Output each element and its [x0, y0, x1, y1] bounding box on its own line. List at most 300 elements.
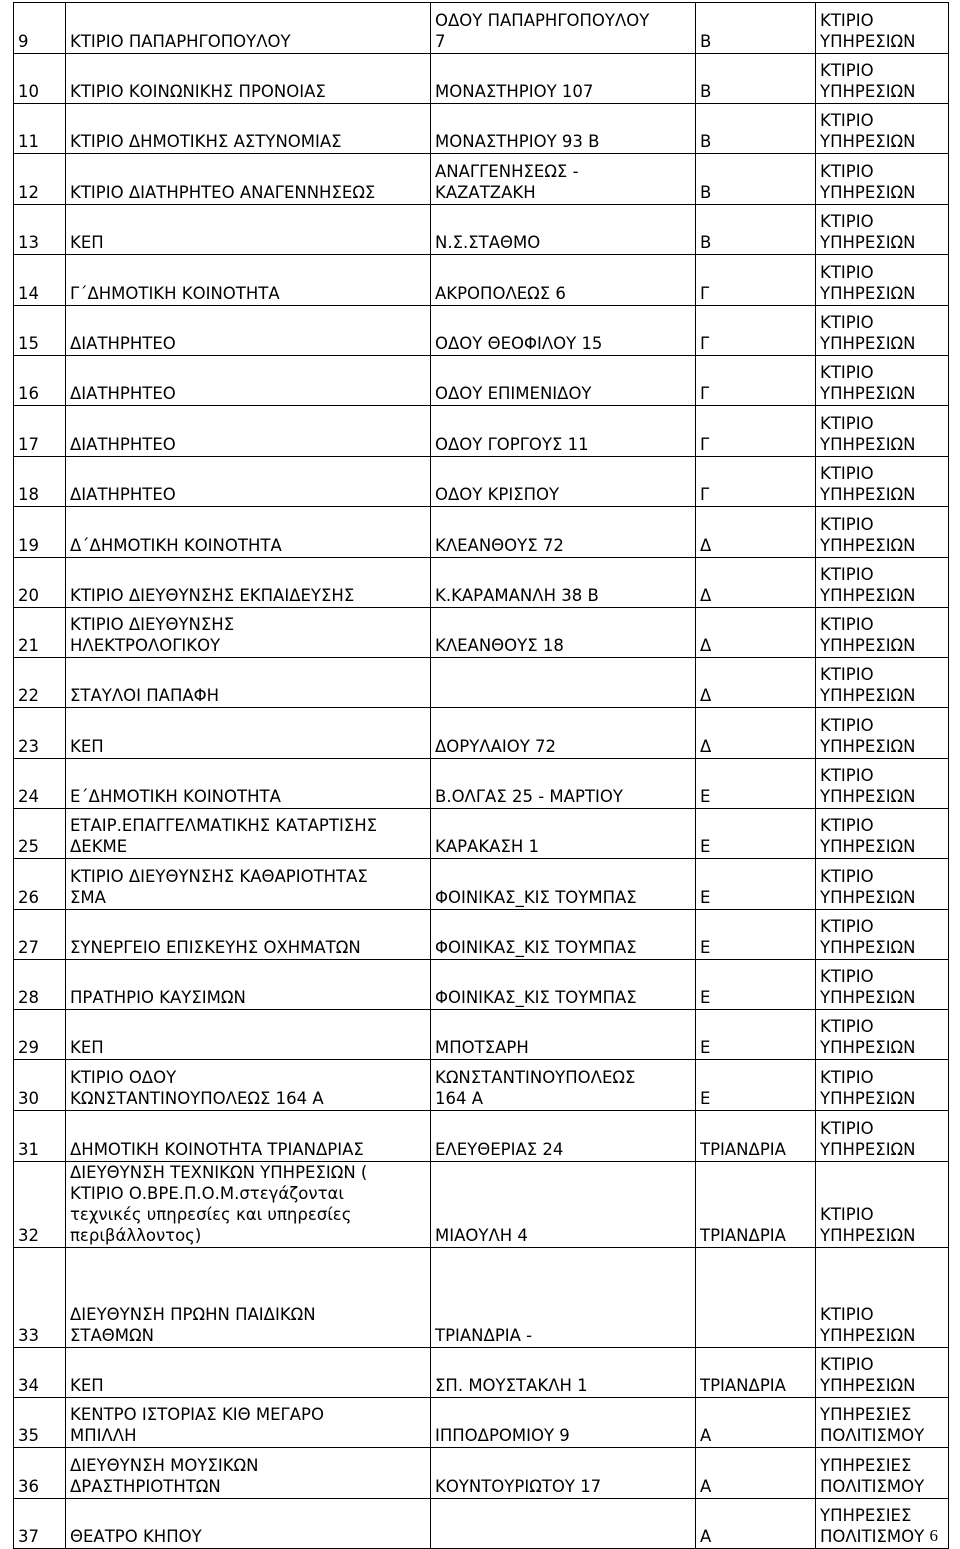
row-number: 29 [14, 1010, 66, 1060]
building-address [431, 1248, 696, 1348]
building-category-line: ΥΠΗΡΕΣΙΩΝ [820, 284, 916, 303]
building-address [431, 104, 696, 154]
building-category-line: ΠΟΛΙΤΙΣΜΟΥ [820, 1527, 925, 1546]
table-row [14, 608, 949, 658]
row-number: 30 [14, 1060, 66, 1111]
building-address-line: ΤΡΙΑΝΔΡΙΑ - [435, 1326, 533, 1345]
building-category-line: ΥΠΗΡΕΣΙΩΝ [820, 183, 916, 202]
table-body [14, 3, 949, 1549]
building-name-line: ΔΙΕΥΘΥΝΣΗ ΤΕΧΝΙΚΩΝ ΥΠΗΡΕΣΙΩΝ ( [70, 1163, 368, 1182]
building-address [431, 1111, 696, 1162]
building-category-line: ΥΠΗΡΕΣΙΩΝ [820, 686, 916, 705]
row-number: 26 [14, 859, 66, 910]
zone: Ε [696, 759, 816, 809]
zone: Α [696, 1398, 816, 1448]
building-category-line: ΥΠΗΡΕΣΙΕΣ [820, 1456, 912, 1475]
row-number: 32 [14, 1162, 66, 1248]
building-name-line: ΗΛΕΚΤΡΟΛΟΓΙΚΟΥ [70, 636, 221, 655]
row-number: 37 [14, 1499, 66, 1549]
building-address [431, 255, 696, 306]
zone: Γ [696, 406, 816, 457]
building-address [431, 859, 696, 910]
building-address [431, 356, 696, 406]
building-address [431, 809, 696, 859]
table-row [14, 1248, 949, 1348]
building-name-line: ΚΤΙΡΙΟ ΠΑΠΑΡΗΓΟΠΟΥΛΟΥ [70, 32, 291, 51]
building-name [66, 255, 431, 306]
building-name-line: ΣΤΑΥΛΟΙ ΠΑΠΑΦΗ [70, 686, 220, 705]
building-name-line: ΣΤΑΘΜΩΝ [70, 1326, 154, 1345]
table-row [14, 910, 949, 960]
building-address [431, 154, 696, 205]
building-address-line: ΚΑΡΑΚΑΣΗ 1 [435, 837, 540, 856]
row-number: 9 [14, 3, 66, 54]
building-category [816, 1111, 949, 1162]
building-address [431, 3, 696, 54]
building-category-line: ΥΠΗΡΕΣΙΩΝ [820, 233, 916, 252]
row-number: 14 [14, 255, 66, 306]
building-category-line: ΥΠΗΡΕΣΙΕΣ [820, 1506, 912, 1525]
table-row [14, 1010, 949, 1060]
building-address-line: ΜΙΑΟΥΛΗ 4 [435, 1226, 528, 1245]
building-category-line: ΚΤΙΡΙΟ [820, 1205, 874, 1224]
building-category-line: ΥΠΗΡΕΣΙΩΝ [820, 1326, 916, 1345]
building-address-line: ΔΟΡΥΛΑΙΟΥ 72 [435, 737, 557, 756]
zone: Ε [696, 859, 816, 910]
building-category [816, 356, 949, 406]
building-category-line: ΥΠΗΡΕΣΙΩΝ [820, 32, 916, 51]
building-category-line: ΚΤΙΡΙΟ [820, 615, 874, 634]
row-number: 35 [14, 1398, 66, 1448]
building-category-line: ΥΠΗΡΕΣΙΩΝ [820, 938, 916, 957]
building-address-line: ΟΔΟΥ ΕΠΙΜΕΝΙΔΟΥ [435, 384, 592, 403]
building-address-line: ΑΚΡΟΠΟΛΕΩΣ 6 [435, 284, 566, 303]
building-category-line: ΚΤΙΡΙΟ [820, 1305, 874, 1324]
building-category-line: ΚΤΙΡΙΟ [820, 967, 874, 986]
building-category-line: ΥΠΗΡΕΣΙΩΝ [820, 82, 916, 101]
zone: Ε [696, 809, 816, 859]
building-address [431, 1162, 696, 1248]
building-name [66, 1060, 431, 1111]
zone: Ε [696, 1060, 816, 1111]
building-address-line: ΚΩΝΣΤΑΝΤΙΝΟΥΠΟΛΕΩΣ [435, 1068, 636, 1087]
building-category [816, 205, 949, 255]
building-address-line: Κ.ΚΑΡΑΜΑΝΛΗ 38 Β [435, 586, 599, 605]
building-address-line: ΚΟΥΝΤΟΥΡΙΩΤΟΥ 17 [435, 1477, 602, 1496]
zone: Β [696, 3, 816, 54]
building-name [66, 1162, 431, 1248]
building-category-line: ΥΠΗΡΕΣΙΩΝ [820, 787, 916, 806]
building-address-line: ΚΛΕΑΝΘΟΥΣ 72 [435, 536, 564, 555]
building-name [66, 1499, 431, 1549]
building-address-line: ΜΟΝΑΣΤΗΡΙΟΥ 107 [435, 82, 594, 101]
building-address-line: 164 Α [435, 1089, 484, 1108]
building-address [431, 708, 696, 759]
building-category-line: ΥΠΗΡΕΣΙΩΝ [820, 636, 916, 655]
building-address-line: ΟΔΟΥ ΘΕΟΦΙΛΟΥ 15 [435, 334, 603, 353]
zone: Β [696, 154, 816, 205]
building-category [816, 658, 949, 708]
building-category-line: ΚΤΙΡΙΟ [820, 414, 874, 433]
row-number: 34 [14, 1348, 66, 1398]
row-number: 12 [14, 154, 66, 205]
building-address-line: ΙΠΠΟΔΡΟΜΙΟΥ 9 [435, 1426, 570, 1445]
building-category [816, 255, 949, 306]
building-address [431, 1060, 696, 1111]
row-number: 17 [14, 406, 66, 457]
building-name-line: Ε΄ΔΗΜΟΤΙΚΗ ΚΟΙΝΟΤΗΤΑ [70, 787, 281, 806]
building-address [431, 608, 696, 658]
building-address-line: ΣΠ. ΜΟΥΣΤΑΚΛΗ 1 [435, 1376, 588, 1395]
building-name [66, 859, 431, 910]
building-name-line: ΚΕΠ [70, 233, 104, 252]
building-address-line: Β.ΟΛΓΑΣ 25 - ΜΑΡΤΙΟΥ [435, 787, 623, 806]
row-number: 15 [14, 306, 66, 356]
table-row [14, 1398, 949, 1448]
building-category-line: ΥΠΗΡΕΣΙΩΝ [820, 586, 916, 605]
row-number: 23 [14, 708, 66, 759]
building-name [66, 507, 431, 558]
building-category-line: ΚΤΙΡΙΟ [820, 363, 874, 382]
table-row [14, 205, 949, 255]
building-category [816, 608, 949, 658]
building-category [816, 104, 949, 154]
building-category [816, 457, 949, 507]
building-category [816, 960, 949, 1010]
building-name-line: ΚΤΙΡΙΟ ΟΔΟΥ [70, 1068, 177, 1087]
building-category [816, 558, 949, 608]
building-category-line: ΠΟΛΙΤΙΣΜΟΥ [820, 1426, 925, 1445]
building-category-line: ΚΤΙΡΙΟ [820, 867, 874, 886]
table-row [14, 658, 949, 708]
building-category-line: ΚΤΙΡΙΟ [820, 1119, 874, 1138]
building-address [431, 1398, 696, 1448]
row-number: 21 [14, 608, 66, 658]
row-number: 31 [14, 1111, 66, 1162]
building-category [816, 1060, 949, 1111]
row-number: 18 [14, 457, 66, 507]
building-name [66, 759, 431, 809]
building-category-line: ΥΠΗΡΕΣΙΩΝ [820, 536, 916, 555]
table-row [14, 558, 949, 608]
table-row [14, 960, 949, 1010]
building-name-line: ΚΩΝΣΤΑΝΤΙΝΟΥΠΟΛΕΩΣ 164 Α [70, 1089, 324, 1108]
row-number: 28 [14, 960, 66, 1010]
building-address [431, 457, 696, 507]
table-row [14, 1111, 949, 1162]
buildings-table [13, 2, 949, 1549]
building-category-line: ΚΤΙΡΙΟ [820, 665, 874, 684]
table-row [14, 54, 949, 104]
building-name-line: ΚΤΙΡΙΟ ΔΗΜΟΤΙΚΗΣ ΑΣΤΥΝΟΜΙΑΣ [70, 132, 342, 151]
building-category [816, 1010, 949, 1060]
zone: Δ [696, 658, 816, 708]
building-name-line: ΚΕΠ [70, 1038, 104, 1057]
building-address-line: ΜΟΝΑΣΤΗΡΙΟΥ 93 Β [435, 132, 600, 151]
building-category [816, 859, 949, 910]
building-address [431, 1348, 696, 1398]
building-name-line: ΚΤΙΡΙΟ ΔΙΑΤΗΡΗΤΕΟ ΑΝΑΓΕΝΝΗΣΕΩΣ [70, 183, 376, 202]
building-name-line: ΚΤΙΡΙΟ Ο.ΒΡΕ.Π.Ο.Μ.στεγάζονται [70, 1184, 344, 1203]
building-name [66, 457, 431, 507]
building-name [66, 910, 431, 960]
zone [696, 1248, 816, 1348]
building-category-line: ΥΠΗΡΕΣΙΩΝ [820, 837, 916, 856]
building-category-line: ΥΠΗΡΕΣΙΩΝ [820, 1376, 916, 1395]
building-address [431, 960, 696, 1010]
building-name [66, 809, 431, 859]
building-name-line: ΘΕΑΤΡΟ ΚΗΠΟΥ [70, 1527, 202, 1546]
building-address-line: ΚΛΕΑΝΘΟΥΣ 18 [435, 636, 564, 655]
row-number: 25 [14, 809, 66, 859]
zone: Δ [696, 507, 816, 558]
building-category-line: ΚΤΙΡΙΟ [820, 515, 874, 534]
building-name [66, 54, 431, 104]
page-number: 6 [929, 1526, 938, 1545]
zone: Δ [696, 708, 816, 759]
zone: Α [696, 1499, 816, 1549]
building-name [66, 3, 431, 54]
building-category-line: ΚΤΙΡΙΟ [820, 816, 874, 835]
building-category-line: ΚΤΙΡΙΟ [820, 111, 874, 130]
building-address [431, 1010, 696, 1060]
building-address [431, 910, 696, 960]
building-category-line: ΥΠΗΡΕΣΙΩΝ [820, 334, 916, 353]
building-address-line: Ν.Σ.ΣΤΑΘΜΟ [435, 233, 541, 252]
building-name [66, 1248, 431, 1348]
building-category-line: ΚΤΙΡΙΟ [820, 1068, 874, 1087]
building-address [431, 759, 696, 809]
building-category-line: ΥΠΗΡΕΣΙΩΝ [820, 485, 916, 504]
table-row [14, 809, 949, 859]
table-row [14, 1060, 949, 1111]
zone: ΤΡΙΑΝΔΡΙΑ [696, 1348, 816, 1398]
building-category-line: ΚΤΙΡΙΟ [820, 11, 874, 30]
row-number: 10 [14, 54, 66, 104]
zone: Δ [696, 608, 816, 658]
building-category-line: ΥΠΗΡΕΣΙΩΝ [820, 988, 916, 1007]
building-address [431, 306, 696, 356]
table-row [14, 104, 949, 154]
building-name [66, 306, 431, 356]
building-address-line: ΜΠΟΤΣΑΡΗ [435, 1038, 529, 1057]
building-address-line: ΟΔΟΥ ΠΑΠΑΡΗΓΟΠΟΥΛΟΥ [435, 11, 650, 30]
building-name-line: ΔΙΑΤΗΡΗΤΕΟ [70, 435, 176, 454]
zone: Γ [696, 457, 816, 507]
building-name-line: τεχνικές υπηρεσίες και υπηρεσίες [70, 1205, 352, 1224]
building-category-line: ΥΠΗΡΕΣΙΩΝ [820, 384, 916, 403]
building-category-line: ΥΠΗΡΕΣΙΩΝ [820, 1140, 916, 1159]
building-name [66, 1348, 431, 1398]
building-name [66, 205, 431, 255]
building-name [66, 1010, 431, 1060]
building-name-line: ΚΕΠ [70, 1376, 104, 1395]
table-row [14, 1448, 949, 1499]
building-name-line: ΔΡΑΣΤΗΡΙΟΤΗΤΩΝ [70, 1477, 221, 1496]
building-category [816, 1398, 949, 1448]
table-row [14, 708, 949, 759]
zone: Β [696, 54, 816, 104]
building-address [431, 658, 696, 708]
building-name [66, 104, 431, 154]
building-category-line: ΚΤΙΡΙΟ [820, 1017, 874, 1036]
building-category-line: ΚΤΙΡΙΟ [820, 263, 874, 282]
building-category [816, 406, 949, 457]
building-name-line: ΕΤΑΙΡ.ΕΠΑΓΓΕΛΜΑΤΙΚΗΣ ΚΑΤΑΡΤΙΣΗΣ [70, 816, 378, 835]
building-category-line: ΥΠΗΡΕΣΙΩΝ [820, 435, 916, 454]
zone: Ε [696, 960, 816, 1010]
building-address-line: ΦΟΙΝΙΚΑΣ_ΚΙΣ ΤΟΥΜΠΑΣ [435, 988, 637, 1007]
table-row [14, 859, 949, 910]
building-name [66, 608, 431, 658]
building-name-line: ΔΙΕΥΘΥΝΣΗ ΠΡΩΗΝ ΠΑΙΔΙΚΩΝ [70, 1305, 316, 1324]
zone: Ε [696, 910, 816, 960]
building-address [431, 558, 696, 608]
building-category [816, 154, 949, 205]
building-name-line: ΚΤΙΡΙΟ ΔΙΕΥΘΥΝΣΗΣ ΕΚΠΑΙΔΕΥΣΗΣ [70, 586, 355, 605]
building-name-line: ΣΜΑ [70, 888, 106, 907]
table-row [14, 1348, 949, 1398]
table-row [14, 406, 949, 457]
row-number: 20 [14, 558, 66, 608]
building-category [816, 1162, 949, 1248]
building-address [431, 205, 696, 255]
building-name-line: ΔΙΕΥΘΥΝΣΗ ΜΟΥΣΙΚΩΝ [70, 1456, 259, 1475]
building-category-line: ΚΤΙΡΙΟ [820, 61, 874, 80]
building-name [66, 1398, 431, 1448]
building-category [816, 306, 949, 356]
building-name-line: ΚΤΙΡΙΟ ΚΟΙΝΩΝΙΚΗΣ ΠΡΟΝΟΙΑΣ [70, 82, 326, 101]
building-category-line: ΥΠΗΡΕΣΙΕΣ [820, 1405, 912, 1424]
building-name-line: Γ΄ΔΗΜΟΤΙΚΗ ΚΟΙΝΟΤΗΤΑ [70, 284, 280, 303]
building-address-line: 7 [435, 32, 446, 51]
building-name-line: ΣΥΝΕΡΓΕΙΟ ΕΠΙΣΚΕΥΗΣ ΟΧΗΜΑΤΩΝ [70, 938, 361, 957]
zone: Β [696, 205, 816, 255]
building-address-line: ΑΝΑΓΓΕΝΗΣΕΩΣ - [435, 162, 579, 181]
building-category [816, 54, 949, 104]
row-number: 24 [14, 759, 66, 809]
zone: Γ [696, 356, 816, 406]
building-category [816, 1248, 949, 1348]
building-category-line: ΠΟΛΙΤΙΣΜΟΥ [820, 1477, 925, 1496]
table-row [14, 1499, 949, 1549]
building-name [66, 406, 431, 457]
building-category-line: ΥΠΗΡΕΣΙΩΝ [820, 1038, 916, 1057]
table-row [14, 3, 949, 54]
row-number: 16 [14, 356, 66, 406]
building-name-line: ΔΗΜΟΤΙΚΗ ΚΟΙΝΟΤΗΤΑ ΤΡΙΑΝΔΡΙΑΣ [70, 1140, 364, 1159]
building-category [816, 507, 949, 558]
building-category-line: ΚΤΙΡΙΟ [820, 313, 874, 332]
building-address [431, 54, 696, 104]
building-address-line: ΦΟΙΝΙΚΑΣ_ΚΙΣ ΤΟΥΜΠΑΣ [435, 888, 637, 907]
building-address-line: ΚΑΖΑΤΖΑΚΗ [435, 183, 536, 202]
building-name-line: ΚΤΙΡΙΟ ΔΙΕΥΘΥΝΣΗΣ ΚΑΘΑΡΙΟΤΗΤΑΣ [70, 867, 368, 886]
building-name [66, 658, 431, 708]
building-category [816, 809, 949, 859]
building-category-line: ΚΤΙΡΙΟ [820, 766, 874, 785]
building-name [66, 960, 431, 1010]
table-row [14, 507, 949, 558]
building-category-line: ΚΤΙΡΙΟ [820, 1355, 874, 1374]
zone: Β [696, 104, 816, 154]
building-category-line: ΥΠΗΡΕΣΙΩΝ [820, 888, 916, 907]
building-address [431, 1448, 696, 1499]
table-row [14, 154, 949, 205]
row-number: 13 [14, 205, 66, 255]
row-number: 11 [14, 104, 66, 154]
building-category [816, 759, 949, 809]
building-name [66, 154, 431, 205]
building-address-line: ΟΔΟΥ ΓΟΡΓΟΥΣ 11 [435, 435, 589, 454]
table-row [14, 356, 949, 406]
building-category [816, 1348, 949, 1398]
building-category-line: ΥΠΗΡΕΣΙΩΝ [820, 737, 916, 756]
building-category-line: ΚΤΙΡΙΟ [820, 212, 874, 231]
building-name-line: ΚΕΠ [70, 737, 104, 756]
building-address [431, 406, 696, 457]
building-category [816, 1448, 949, 1499]
zone: Δ [696, 558, 816, 608]
zone: Γ [696, 306, 816, 356]
zone: Ε [696, 1010, 816, 1060]
building-name [66, 356, 431, 406]
building-category-line: ΥΠΗΡΕΣΙΩΝ [820, 132, 916, 151]
building-name-line: ΚΕΝΤΡΟ ΙΣΤΟΡΙΑΣ ΚΙΘ ΜΕΓΑΡΟ [70, 1405, 324, 1424]
row-number: 27 [14, 910, 66, 960]
building-name-line: ΔΕΚΜΕ [70, 837, 128, 856]
building-address [431, 507, 696, 558]
row-number: 36 [14, 1448, 66, 1499]
zone: ΤΡΙΑΝΔΡΙΑ [696, 1111, 816, 1162]
building-address-line: ΕΛΕΥΘΕΡΙΑΣ 24 [435, 1140, 564, 1159]
building-category-line: ΥΠΗΡΕΣΙΩΝ [820, 1089, 916, 1108]
building-name [66, 1448, 431, 1499]
building-address-line: ΟΔΟΥ ΚΡΙΣΠΟΥ [435, 485, 560, 504]
building-name-line: Δ΄ΔΗΜΟΤΙΚΗ ΚΟΙΝΟΤΗΤΑ [70, 536, 282, 555]
building-name-line: ΜΠΙΛΛΗ [70, 1426, 137, 1445]
building-category [816, 3, 949, 54]
building-category-line: ΥΠΗΡΕΣΙΩΝ [820, 1226, 916, 1245]
building-name-line: ΔΙΑΤΗΡΗΤΕΟ [70, 384, 176, 403]
building-name-line: ΔΙΑΤΗΡΗΤΕΟ [70, 334, 176, 353]
building-address-line: ΦΟΙΝΙΚΑΣ_ΚΙΣ ΤΟΥΜΠΑΣ [435, 938, 637, 957]
building-name [66, 708, 431, 759]
building-name-line: ΚΤΙΡΙΟ ΔΙΕΥΘΥΝΣΗΣ [70, 615, 235, 634]
building-category-line: ΚΤΙΡΙΟ [820, 464, 874, 483]
row-number: 33 [14, 1248, 66, 1348]
building-name [66, 558, 431, 608]
building-category-line: ΚΤΙΡΙΟ [820, 162, 874, 181]
building-name-line: ΠΡΑΤΗΡΙΟ ΚΑΥΣΙΜΩΝ [70, 988, 246, 1007]
row-number: 22 [14, 658, 66, 708]
table-row [14, 457, 949, 507]
building-address [431, 1499, 696, 1549]
row-number: 19 [14, 507, 66, 558]
zone: Γ [696, 255, 816, 306]
building-name-line: ΔΙΑΤΗΡΗΤΕΟ [70, 485, 176, 504]
building-name-line: περιβάλλοντος) [70, 1226, 202, 1245]
zone: Α [696, 1448, 816, 1499]
building-category [816, 910, 949, 960]
zone: ΤΡΙΑΝΔΡΙΑ [696, 1162, 816, 1248]
table-row [14, 306, 949, 356]
building-category-line: ΚΤΙΡΙΟ [820, 716, 874, 735]
building-category-line: ΚΤΙΡΙΟ [820, 565, 874, 584]
table-row [14, 255, 949, 306]
table-row [14, 1162, 949, 1248]
building-name [66, 1111, 431, 1162]
